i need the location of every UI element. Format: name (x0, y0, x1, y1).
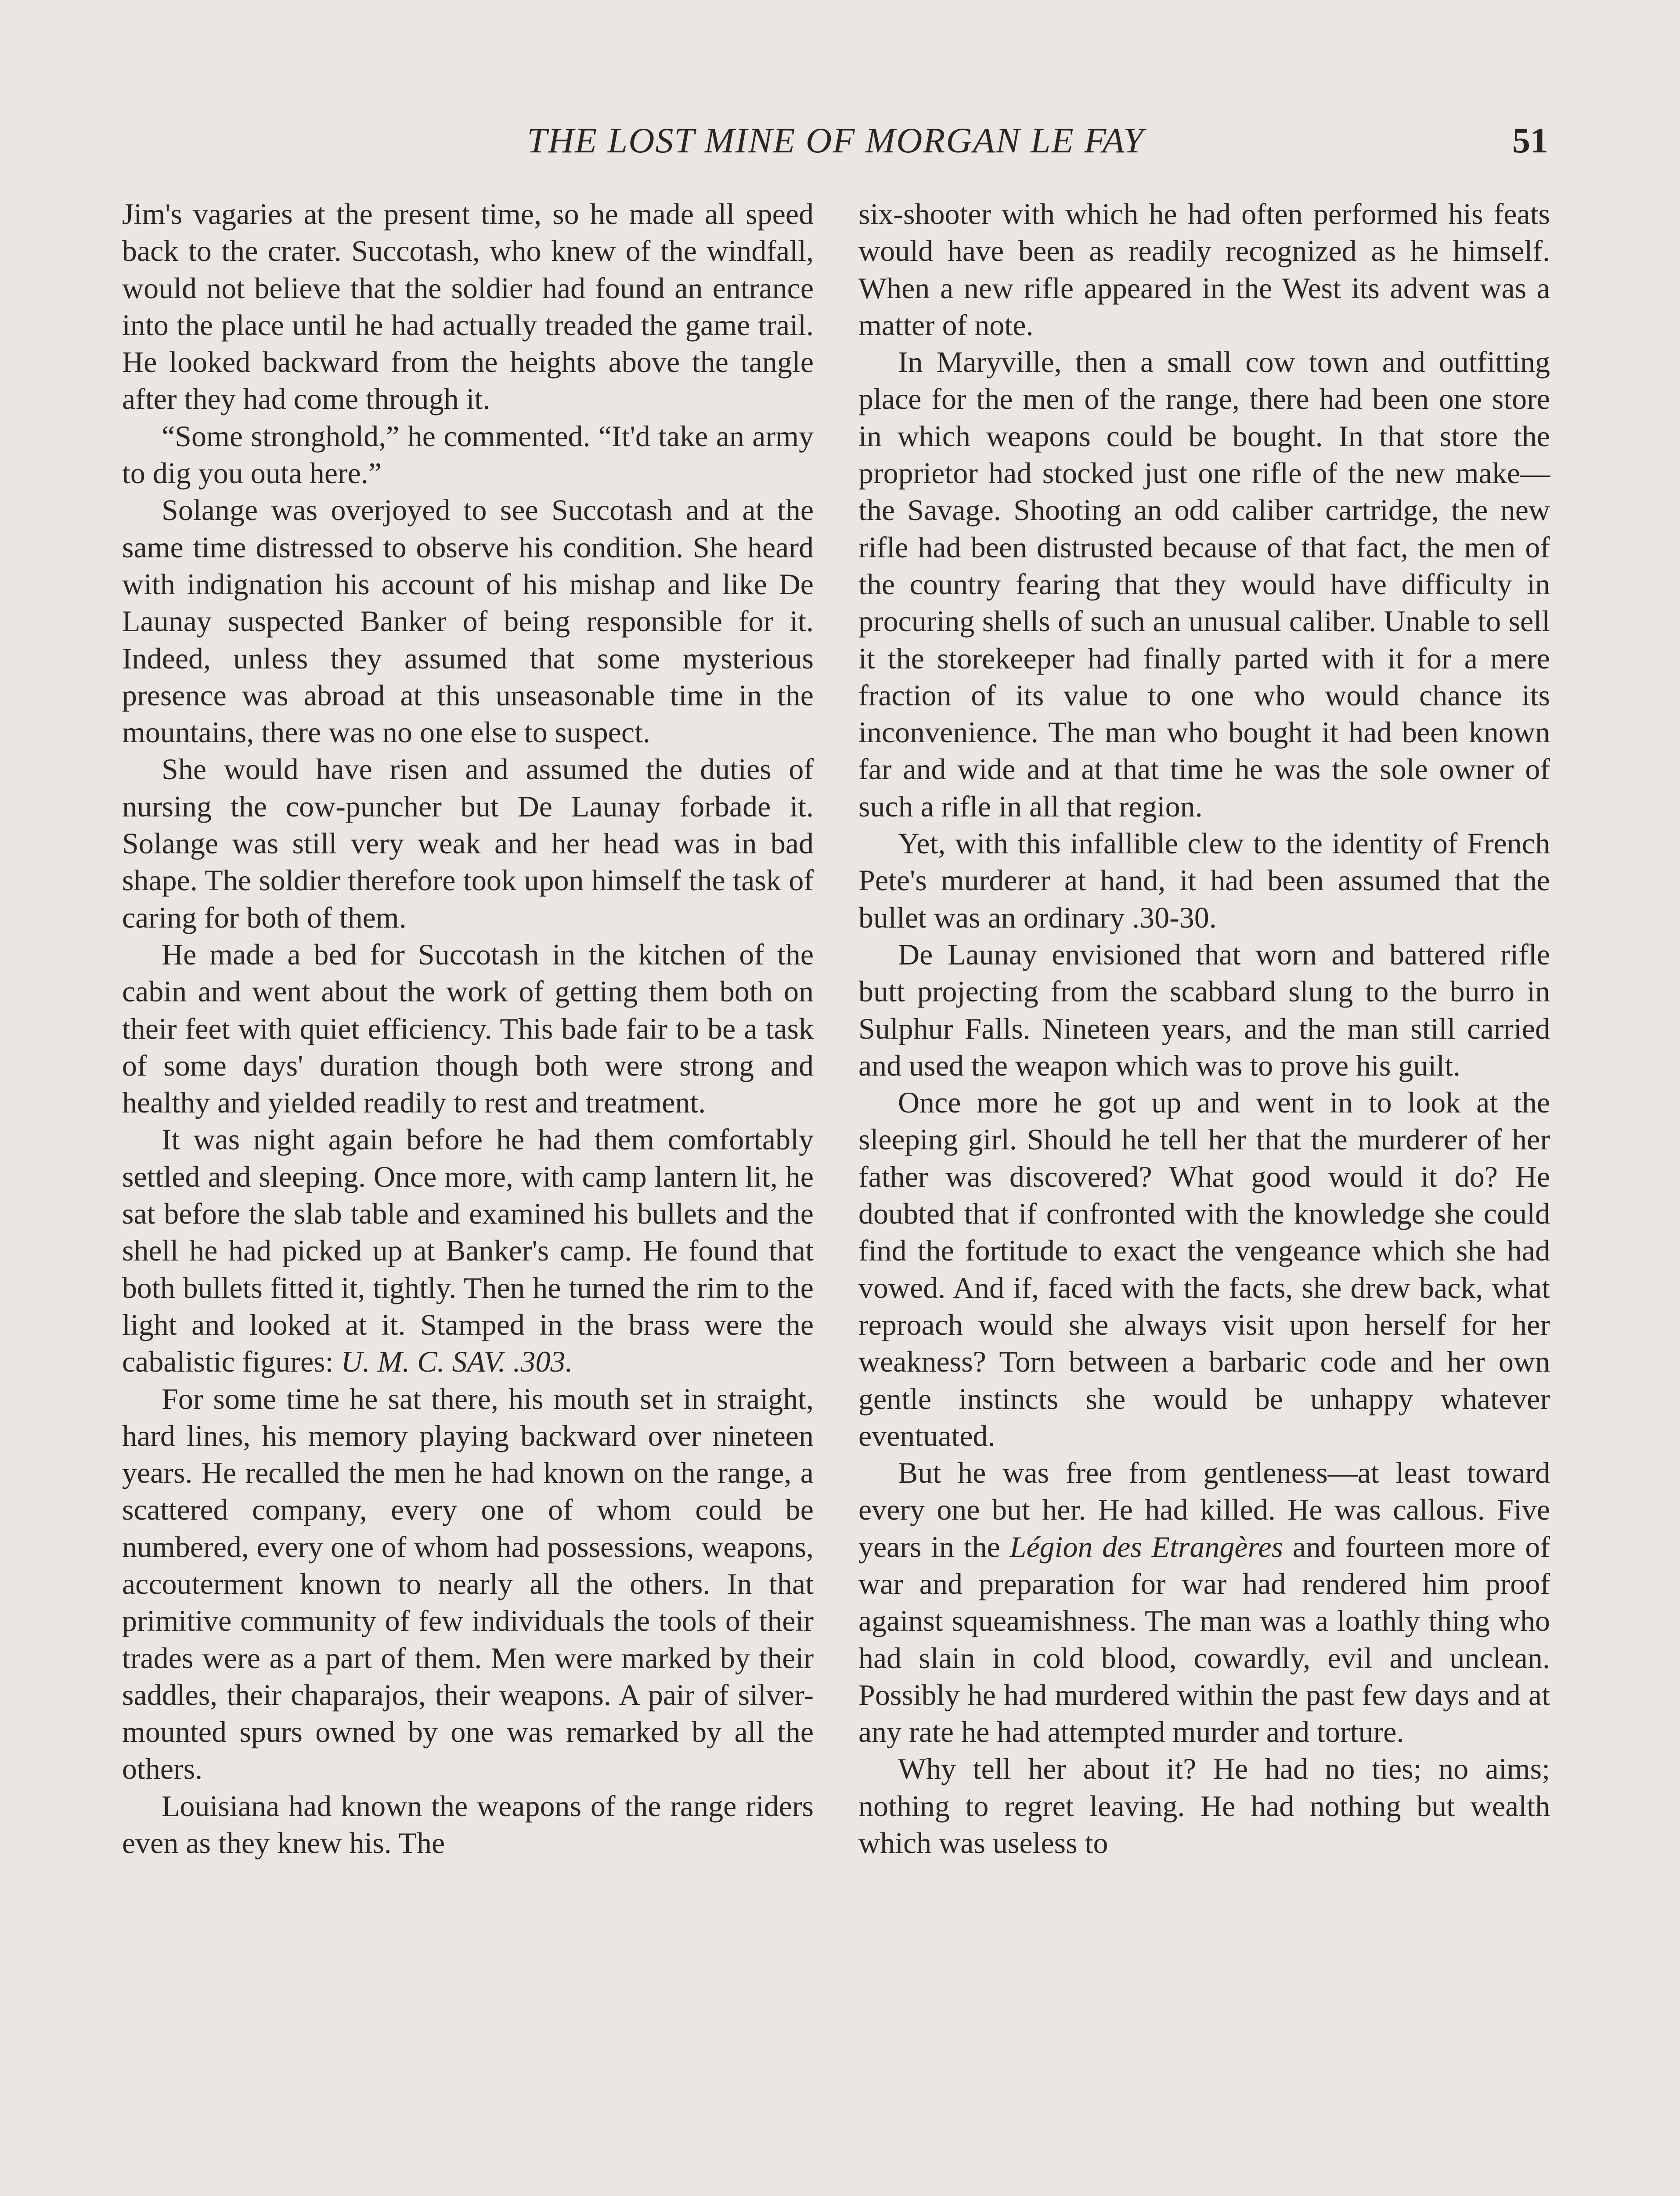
paragraph: Once more he got up and went in to look at the sleeping girl. Should he tell her that the murderer of her father was discovered? What good would it do? He doubted that if confronted with the knowledge she could find the fortitude to exact the vengeance which she had vowed. And if, faced with the facts, she drew back, what reproach would she always visit upon herself for her weakness? Torn between a barbaric code and her own gentle instincts she would be unhappy whatever eventuated. (858, 1086, 1550, 1452)
paragraph: “Some stronghold,” he commented. “It'd take an army to dig you outa here.” (122, 419, 814, 490)
paragraph: In Maryville, then a small cow town and outfitting place for the men of the range, there had been one store in which weapons could be bought. In that store the proprietor had stocked just one rifle of the new make—the Savage. Shooting an odd caliber cartridge, the new rifle had been distrusted because of that fact, the men of the country fearing that they would have difficulty in procuring shells of such an unusual caliber. Unable to sell it the storekeeper had finally parted with it for a mere fraction of its value to one who would chance its inconvenience. The man who bought it had been known far and wide and at that time he was the sole owner of such a rifle in all that region. (858, 345, 1550, 823)
paragraph (122, 1121, 814, 1380)
paragraph-text: But he was free from gentleness—at least toward every one but her. He had killed. He was callous. Five years in the (858, 1456, 1550, 1564)
paragraph: Yet, with this infallible clew to the identity of French Pete's murderer at hand, it had been assumed that the bullet was an ordinary .30-30. (858, 827, 1550, 934)
page-number: 51 (1512, 120, 1548, 160)
page-header (123, 112, 1548, 169)
right-column (858, 195, 1550, 2196)
paragraph: She would have risen and assumed the duties of nursing the cow-puncher but De Launay forbade it. Solange was still very weak and her head was in bad shape. The soldier therefore took upon himself the task of caring for both of them. (122, 752, 814, 934)
paragraph: six-shooter with which he had often performed his feats would have been as readily recognized as he himself. When a new rifle appeared in the West its advent was a matter of note. (858, 197, 1550, 342)
text-columns (122, 195, 1550, 2196)
paragraph: Louisiana had known the weapons of the range riders even as they knew his. The (122, 1789, 814, 1860)
paragraph: Solange was overjoyed to see Succotash and at the same time distressed to observe his condition. She heard with indignation his account of his mishap and like De Launay suspected Banker of being responsible for it. Indeed, unless they assumed that some mysterious presence was abroad at this unseasonable time in the mountains, there was no one else to suspect. (122, 493, 814, 749)
paragraph-text: It was night again before he had them comfortably settled and sleeping. Once more, with camp lantern lit, he sat before the slab table and examined his bullets and the shell he had picked up at Banker's camp. He found that both bullets fitted it, tightly. Then he turned the rim to the light and looked at it. Stamped in the brass were the cabalistic figures: (122, 1123, 814, 1379)
paragraph: Why tell her about it? He had no ties; no aims; nothing to regret leaving. He had nothing but wealth which was useless to (858, 1752, 1550, 1860)
legion-phrase: Légion des Etrangères (1009, 1530, 1283, 1564)
paragraph: He made a bed for Succotash in the kitchen of the cabin and went about the work of getting them both on their feet with quiet efficiency. This bade fair to be a task of some days' duration though both were strong and healthy and yielded readily to rest and treatment. (122, 937, 814, 1120)
paragraph: De Launay envisioned that worn and battered rifle butt projecting from the scabbard slung to the burro in Sulphur Falls. Nineteen years, and the man still carried and used the weapon which was to prove his guilt. (858, 937, 1550, 1082)
paragraph (858, 1454, 1550, 1750)
left-column (122, 195, 814, 2196)
paragraph: For some time he sat there, his mouth set in straight, hard lines, his memory playing backward over nineteen years. He recalled the men he had known on the range, a scattered company, every one of whom could be numbered, every one of whom had possessions, weapons, accouterment known to nearly all the others. In that primitive community of few individuals the tools of their trades were as a part of them. Men were marked by their saddles, their chaparajos, their weapons. A pair of silver-mounted spurs owned by one was remarked by all the others. (122, 1382, 814, 1786)
running-title: THE LOST MINE OF MORGAN LE FAY (527, 120, 1144, 160)
stamp-figures: U. M. C. SAV. .303. (341, 1345, 573, 1379)
paragraph-text: and fourteen more of war and preparation for war had rendered him proof against squeamishness. The man was a loathly thing who had slain in cold blood, cowardly, evil and unclean. Possibly he had murdered within the past few days and at any rate he had attempted murder and torture. (858, 1530, 1550, 1749)
paragraph: Jim's vagaries at the present time, so he made all speed back to the crater. Succotash, who knew of the windfall, would not believe that the soldier had found an entrance into the place until he had actually treaded the game trail. He looked backward from the heights above the tangle after they had come through it. (122, 197, 814, 416)
